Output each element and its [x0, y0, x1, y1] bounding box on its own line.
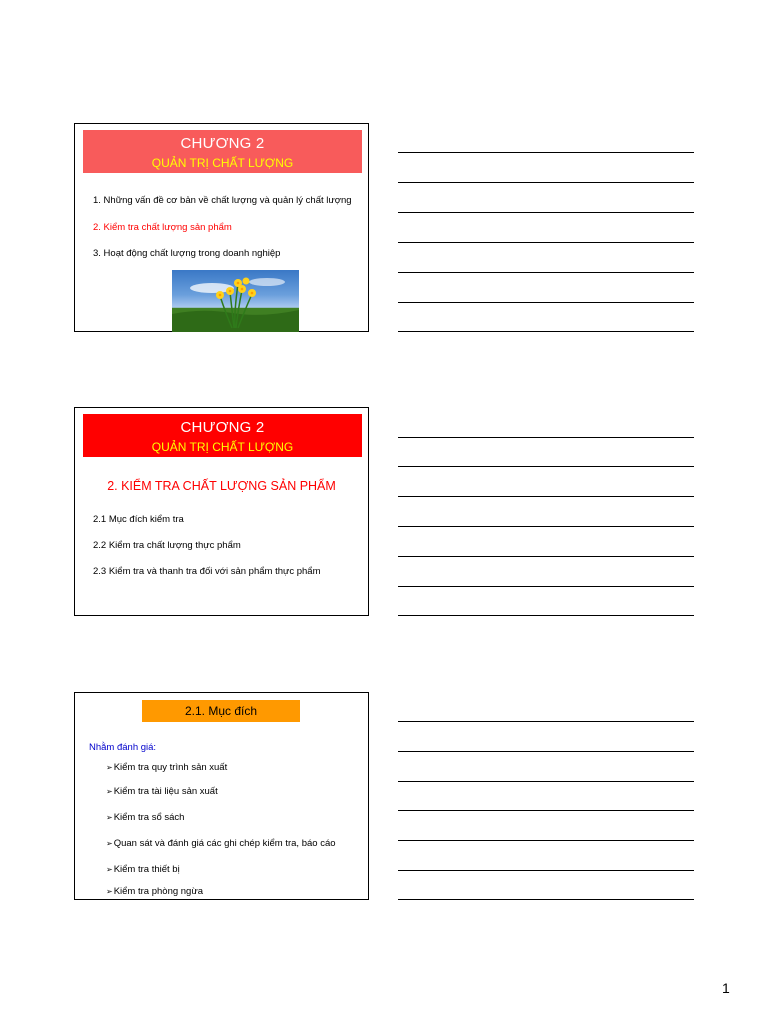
bullet-text: Kiểm tra thiết bị	[113, 864, 180, 875]
slide-3-bullet-1	[106, 762, 227, 773]
note-line	[398, 526, 694, 527]
flowers-photo	[172, 270, 299, 332]
note-line	[398, 272, 694, 273]
slide-3-bullet-5	[106, 864, 180, 875]
note-line	[398, 331, 694, 332]
arrow-bullet-icon: ➢	[106, 763, 113, 772]
note-line	[398, 870, 694, 871]
note-line	[398, 586, 694, 587]
slide-1-subtitle: QUẢN TRỊ CHẤT LƯỢNG	[151, 156, 294, 170]
slide-2-item-2: 2.2 Kiểm tra chất lượng thực phẩm	[93, 540, 241, 551]
slide-2-item-1: 2.1 Mục đích kiểm tra	[93, 514, 184, 525]
slide-3	[74, 692, 369, 900]
slide-2-subtitle: QUẢN TRỊ CHẤT LƯỢNG	[151, 440, 294, 454]
slide-1-item-1: 1. Những vấn đề cơ bản về chất lượng và quản lý chất lượng	[93, 195, 352, 206]
note-line	[398, 466, 694, 467]
slide-2-title: CHƯƠNG 2	[180, 419, 265, 436]
arrow-bullet-icon: ➢	[106, 813, 113, 822]
arrow-bullet-icon: ➢	[106, 839, 113, 848]
slide-3-intro: Nhằm đánh giá:	[89, 742, 157, 753]
slide-1	[74, 123, 369, 332]
bullet-text: Kiểm tra phòng ngừa	[113, 886, 203, 897]
page-number: 1	[722, 980, 730, 996]
slide-1-item-3: 3. Hoạt động chất lượng trong doanh nghiệp	[93, 248, 281, 259]
note-line	[398, 182, 694, 183]
arrow-bullet-icon: ➢	[106, 887, 113, 896]
slide-2-item-3: 2.3 Kiểm tra và thanh tra đối với sản phẩm thực phẩm	[93, 566, 321, 577]
slide-2-heading: 2. KIỂM TRA CHẤT LƯỢNG SẢN PHẨM	[107, 479, 336, 493]
note-line	[398, 212, 694, 213]
bullet-text: Kiểm tra sổ sách	[113, 812, 185, 823]
slide-1-title: CHƯƠNG 2	[180, 135, 265, 152]
note-line	[398, 615, 694, 616]
bullet-text: Kiểm tra quy trình sản xuất	[113, 762, 228, 773]
slide-3-bullet-2	[106, 786, 218, 797]
slide-1-title-box	[83, 130, 362, 173]
bullet-text: Kiểm tra tài liệu sản xuất	[113, 786, 218, 797]
note-line	[398, 556, 694, 557]
slide-3-bullet-3	[106, 812, 184, 823]
slide-2	[74, 407, 369, 616]
slide-3-bullet-6	[106, 886, 203, 897]
note-line	[398, 242, 694, 243]
note-line	[398, 751, 694, 752]
slide-1-item-2: 2. Kiểm tra chất lượng sản phẩm	[93, 222, 232, 233]
arrow-bullet-icon: ➢	[106, 787, 113, 796]
note-line	[398, 152, 694, 153]
note-line	[398, 437, 694, 438]
arrow-bullet-icon: ➢	[106, 865, 113, 874]
slide-3-bullet-4	[106, 838, 336, 849]
bullet-text: Quan sát và đánh giá các ghi chép kiểm tra, báo cáo	[113, 838, 336, 849]
note-line	[398, 899, 694, 900]
note-line	[398, 721, 694, 722]
slide-2-title-box	[83, 414, 362, 457]
note-line	[398, 302, 694, 303]
slide-3-title: 2.1. Mục đích	[184, 704, 258, 718]
note-line	[398, 840, 694, 841]
note-line	[398, 810, 694, 811]
note-line	[398, 496, 694, 497]
note-line	[398, 781, 694, 782]
slide-3-title-box	[142, 700, 300, 722]
